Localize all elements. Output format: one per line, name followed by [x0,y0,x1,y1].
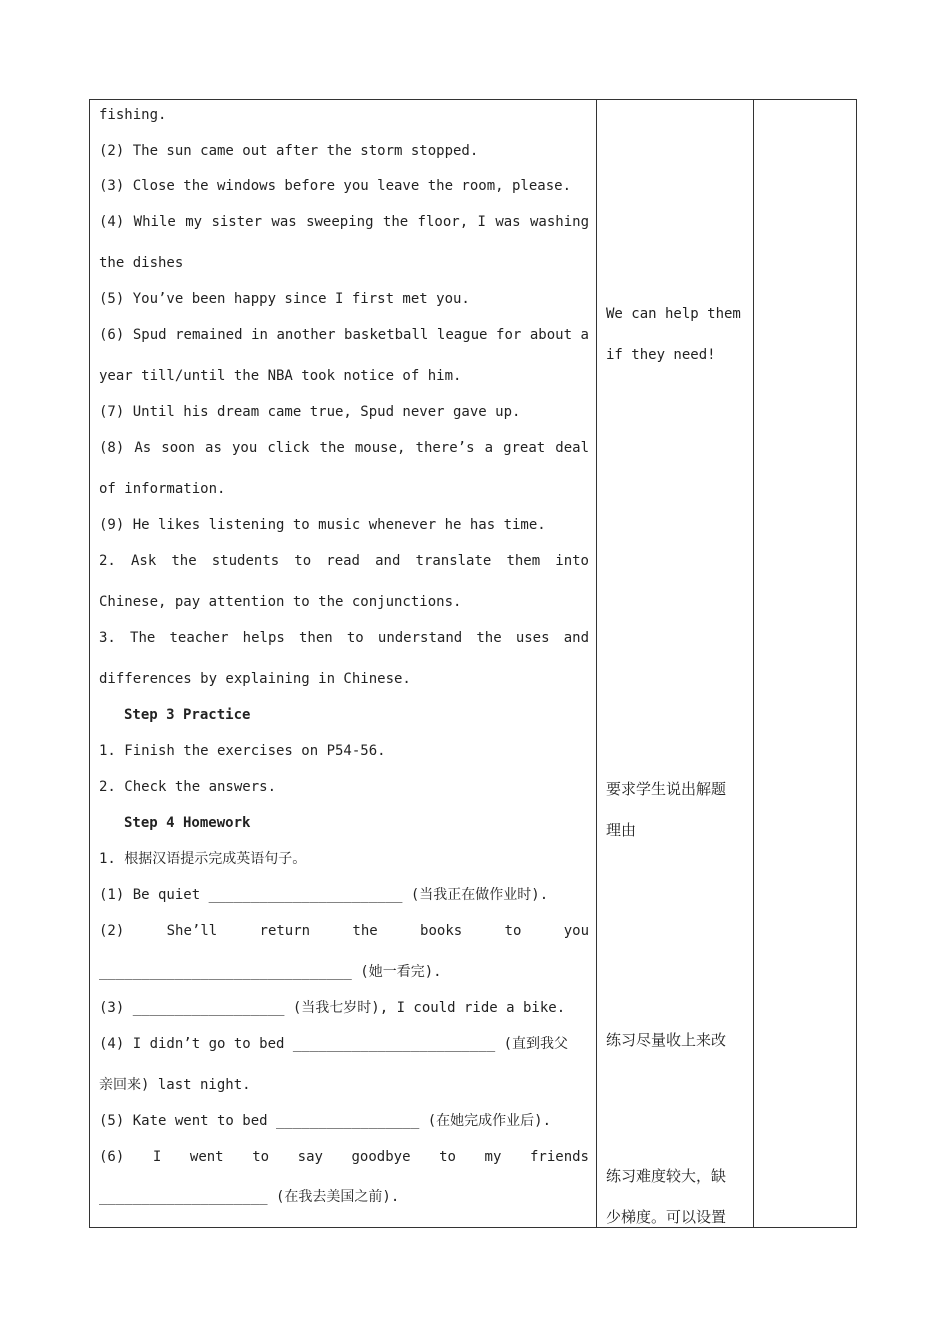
text-line: (3) __________________ (当我七岁时), I could ride a bike. [99,1000,566,1016]
text-line: 2. Check the answers. [99,779,277,795]
text-line: of information. [99,481,226,497]
text-line: 2. Ask the students to read and translate them into [99,553,589,569]
note-text: 练习尽量收上来改 [606,1031,727,1049]
text-line: Chinese, pay attention to the conjunctions. [99,594,462,610]
column-divider [753,100,754,1227]
text-line: (4) I didn’t go to bed ________________________ (直到我父 [99,1036,569,1052]
text-line: (5) Kate went to bed _________________ (在她完成作业后). [99,1113,552,1129]
text-line: (9) He likes listening to music whenever he has time. [99,517,546,533]
note-text: 练习难度较大，缺 [606,1167,727,1185]
text-line: (6) Spud remained in another basketball league for about a [99,327,589,343]
note-text: 理由 [606,821,637,839]
step-4-heading: Step 4 Homework [124,815,251,831]
text-line: (7) Until his dream came true, Spud never gave up. [99,404,521,420]
column-divider [596,100,597,1227]
step-3-heading: Step 3 Practice [124,707,251,723]
text-line: 3. The teacher helps then to understand the uses and [99,630,589,646]
text-line: differences by explaining in Chinese. [99,671,411,687]
text-line: fishing. [99,107,167,123]
note-text: 少梯度。可以设置 [606,1208,727,1226]
text-line: (5) You’ve been happy since I first met you. [99,291,470,307]
text-line: (3) Close the windows before you leave the room, please. [99,178,572,194]
text-line: ______________________________ (她一看完). [99,964,442,980]
text-line: (6) I went to say goodbye to my friends [99,1149,589,1165]
text-line: (4) While my sister was sweeping the floor, I was washing [99,214,589,230]
text-line: the dishes [99,255,184,271]
text-line: (2) She’ll return the books to you [99,923,589,939]
text-line: (8) As soon as you click the mouse, there’s a great deal [99,440,589,456]
text-line: year till/until the NBA took notice of him. [99,368,462,384]
note-text: We can help them [606,306,741,322]
note-text: if they need! [606,347,716,363]
text-line: 1. Finish the exercises on P54-56. [99,743,386,759]
text-line: (1) Be quiet _______________________ (当我正在做作业时). [99,887,549,903]
text-line: 1. 根据汉语提示完成英语句子。 [99,851,307,867]
text-line: (2) The sun came out after the storm stopped. [99,143,479,159]
text-line: ____________________ (在我去美国之前). [99,1189,400,1205]
text-line: 亲回来) last night. [99,1077,251,1093]
lesson-plan-table [89,99,857,1228]
note-text: 要求学生说出解题 [606,780,727,798]
